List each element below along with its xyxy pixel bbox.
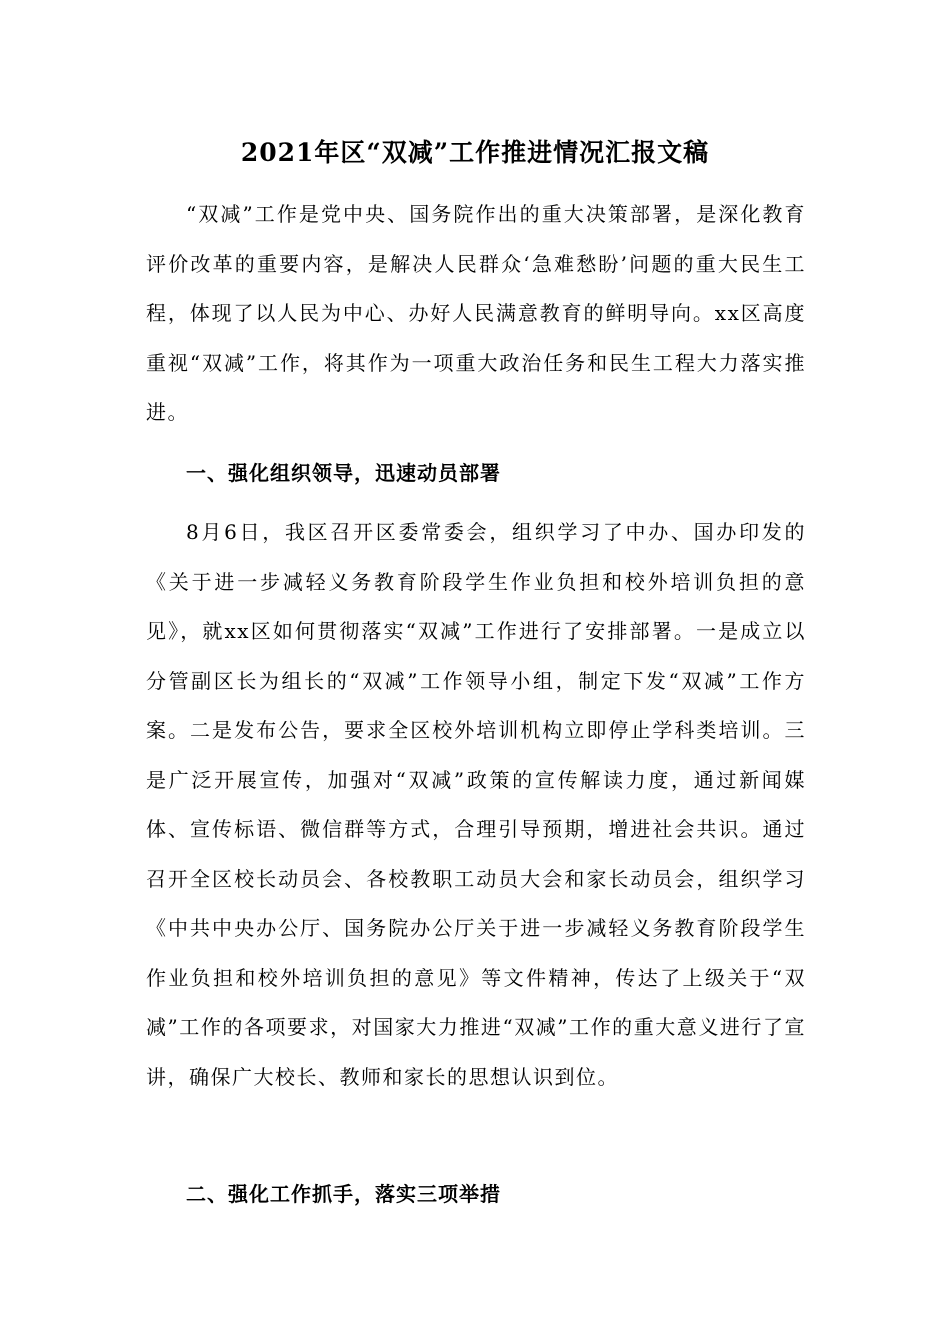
section-heading-2: 二、强化工作抓手，落实三项举措: [186, 1182, 501, 1206]
section-heading-1: 一、强化组织领导，迅速动员部署: [186, 461, 501, 485]
document-title: 2021年区“双减”工作推进情况汇报文稿: [240, 138, 710, 167]
section-1-paragraph: 8月6日，我区召开区委常委会，组织学习了中办、国办印发的《关于进一步减轻义务教育阶段学生作业负担和校外培训负担的意见》，就xx区如何贯彻落实“双减”工作进行了安排部署。一是成立以分管副区长为组长的“双减”工作领导小组，制定下发“双减”工作方案。二是发布公告，要求全区校外培训机构立即停止学科类培训。三是广泛开展宣传，加强对“双减”政策的宣传解读力度，通过新闻媒体、宣传标语、微信群等方式，合理引导预期，增进社会共识。通过召开全区校长动员会、各校教职工动员大会和家长动员会，组织学习《中共中央办公厅、国务院办公厅关于进一步减轻义务教育阶段学生作业负担和校外培训负担的意见》等文件精神，传达了上级关于“双减”工作的各项要求，对国家大力推进“双减”工作的重大意义进行了宣讲，确保广大校长、教师和家长的思想认识到位。: [146, 520, 806, 1089]
intro-paragraph: “双减”工作是党中央、国务院作出的重大决策部署，是深化教育评价改革的重要内容，是解决人民群众‘急难愁盼’问题的重大民生工程，体现了以人民为中心、办好人民满意教育的鲜明导向。xx区高度重视“双减”工作，将其作为一项重大政治任务和民生工程大力落实推进。: [146, 202, 806, 424]
